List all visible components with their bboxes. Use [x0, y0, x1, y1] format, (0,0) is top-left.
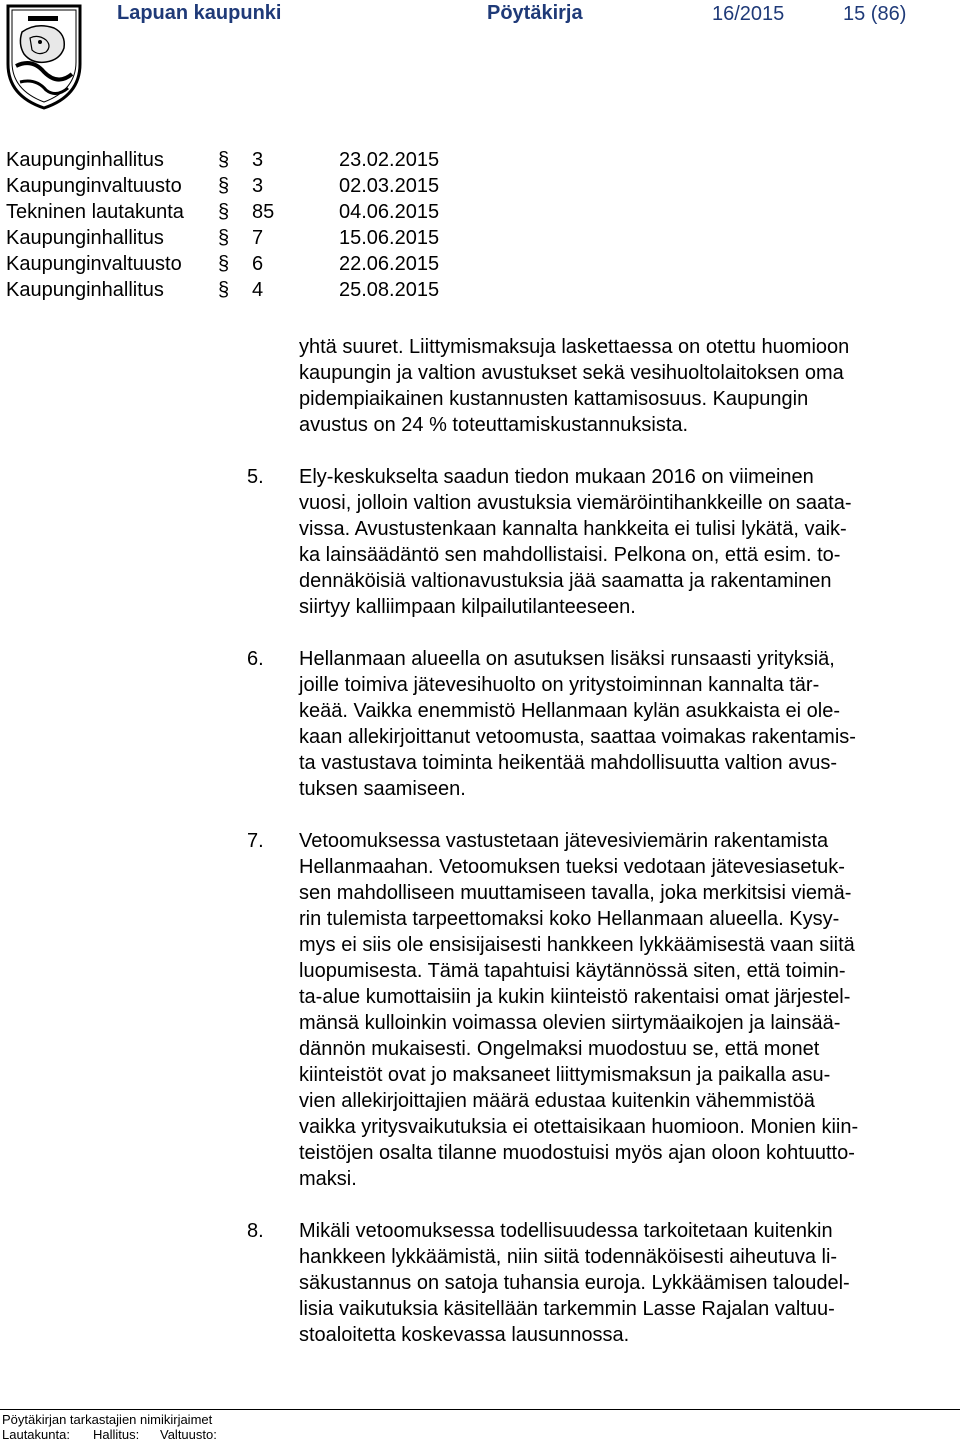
organization-name: Lapuan kaupunki: [117, 2, 282, 24]
meeting-date: 15.06.2015: [339, 227, 440, 249]
section-symbol: §: [218, 279, 230, 301]
paragraph-text: Hellanmaan alueella on asutuksen lisäksi runsaasti yrityksiä, joille toimiva jätevesihuolto on yritystoiminnan kannalta tär- keää. Vaikka enemmistö Hellanmaan kylän asukkaista ei ole- kaan allekirjoittanut vetoomusta, saattaa voimakas rakentamis- ta vastustava toiminta heikentää mahdollisuutta valtion avus- tuksen saamiseen.: [299, 648, 856, 800]
meeting-date: 22.06.2015: [339, 253, 440, 275]
meeting-date: 04.06.2015: [339, 201, 440, 223]
paragraph-5: [247, 464, 927, 620]
paragraph-6: [247, 646, 927, 802]
paragraph-continuation: [247, 334, 927, 438]
document-body: [247, 334, 927, 1348]
paragraph-text: Ely-keskukselta saadun tiedon mukaan 2016 on viimeinen vuosi, jolloin valtion avustuksia viemäröintihankkeille on saata- vissa. Avustustenkaan kannalta hankkeita ei tulisi lykätä, vaik- ka lainsäädäntö sen mahdollistaisi. Pelkona on, että esim. to- dennäköisiä valtionavustuksia jää saamatta ja rakentaminen siirtyy kalliimpaan kilpailutilanteeseen.: [299, 466, 852, 618]
section-number: 6: [252, 253, 264, 275]
meeting-date: 23.02.2015: [339, 149, 440, 171]
paragraph-text: Vetoomuksessa vastustetaan jätevesiviemärin rakentamista Hellanmaahan. Vetoomuksen tueksi vedotaan jätevesiasetuk- sen mahdolliseen muuttamiseen tavalla, joka merkitsisi viemä- rin tulemista tarpeettomaksi koko Hellanmaan alueella. Kysy- mys ei siis ole ensisijaisesti hankkeen lykkäämisestä vaan siitä luopumisesta. Tämä tapahtuisi käytännössä siten, että toimin- ta-alue kumottaisiin ja kukin kiinteistö rakentaisi omat järjestel- mänsä kulloinkin voimassa olevien siirtymäaikojen ja lainsää- dännön mukaisesti. Ongelmaksi muodostuu se, että monet kiinteistöt ovat jo maksaneet liittymismaksun ja paikalla asu- vien allekirjoittajien määrä edustaa kuitenkin vähemmistöä vaikka yritysvaikutuksia ei otettaisikaan huomioon. Monien kiin- teistöjen osalta tilanne muodostuisi myös ajan oloon kohtuutto- maksi.: [299, 830, 859, 1190]
section-number: 7: [252, 227, 264, 249]
paragraph-number: 5.: [247, 466, 264, 488]
footer-label-board: Lautakunta:: [2, 1427, 70, 1442]
section-symbol: §: [218, 201, 230, 223]
meeting-body: Kaupunginhallitus: [6, 279, 164, 301]
meeting-body: Kaupunginvaltuusto: [6, 253, 182, 275]
document-type: Pöytäkirja: [487, 2, 583, 24]
footer-divider: [0, 1409, 960, 1410]
paragraph-text: yhtä suuret. Liittymismaksuja laskettaessa on otettu huomioon kaupungin ja valtion avustukset sekä vesihuoltolaitoksen oma pidempiaikainen kustannusten kattamisosuus. Kaupungin avustus on 24 % toteuttamiskustannuksista.: [299, 336, 850, 436]
meeting-body: Kaupunginvaltuusto: [6, 175, 182, 197]
section-symbol: §: [218, 227, 230, 249]
meeting-body: Tekninen lautakunta: [6, 201, 184, 223]
paragraph-number: 7.: [247, 830, 264, 852]
section-symbol: §: [218, 175, 230, 197]
footer-title: Pöytäkirjan tarkastajien nimikirjaimet: [2, 1412, 213, 1427]
meeting-body: Kaupunginhallitus: [6, 227, 164, 249]
footer-label-council: Valtuusto:: [160, 1427, 217, 1442]
section-number: 3: [252, 149, 264, 171]
paragraph-number: 6.: [247, 648, 264, 670]
meeting-date: 25.08.2015: [339, 279, 440, 301]
section-symbol: §: [218, 149, 230, 171]
paragraph-8: [247, 1218, 927, 1348]
paragraph-7: [247, 828, 927, 1192]
section-number: 3: [252, 175, 264, 197]
section-number: 85: [252, 201, 275, 223]
page-number: 15 (86): [843, 3, 907, 25]
meeting-date: 02.03.2015: [339, 175, 440, 197]
section-symbol: §: [218, 253, 230, 275]
document-number: 16/2015: [712, 3, 785, 25]
paragraph-text: Mikäli vetoomuksessa todellisuudessa tarkoitetaan kuitenkin hankkeen lykkäämistä, niin siitä todennäköisesti aiheutuva li- säkustannus on satoja tuhansia euroja. Lykkäämisen taloudel- lisia vaikutuksia käsitellään tarkemmin Lasse Rajalan valtuu- stoaloitetta koskevassa lausunnossa.: [299, 1220, 850, 1346]
meeting-body: Kaupunginhallitus: [6, 149, 164, 171]
paragraph-number: 8.: [247, 1220, 264, 1242]
footer-label-government: Hallitus:: [93, 1427, 140, 1442]
section-number: 4: [252, 279, 264, 301]
coat-of-arms-icon: [2, 2, 86, 110]
